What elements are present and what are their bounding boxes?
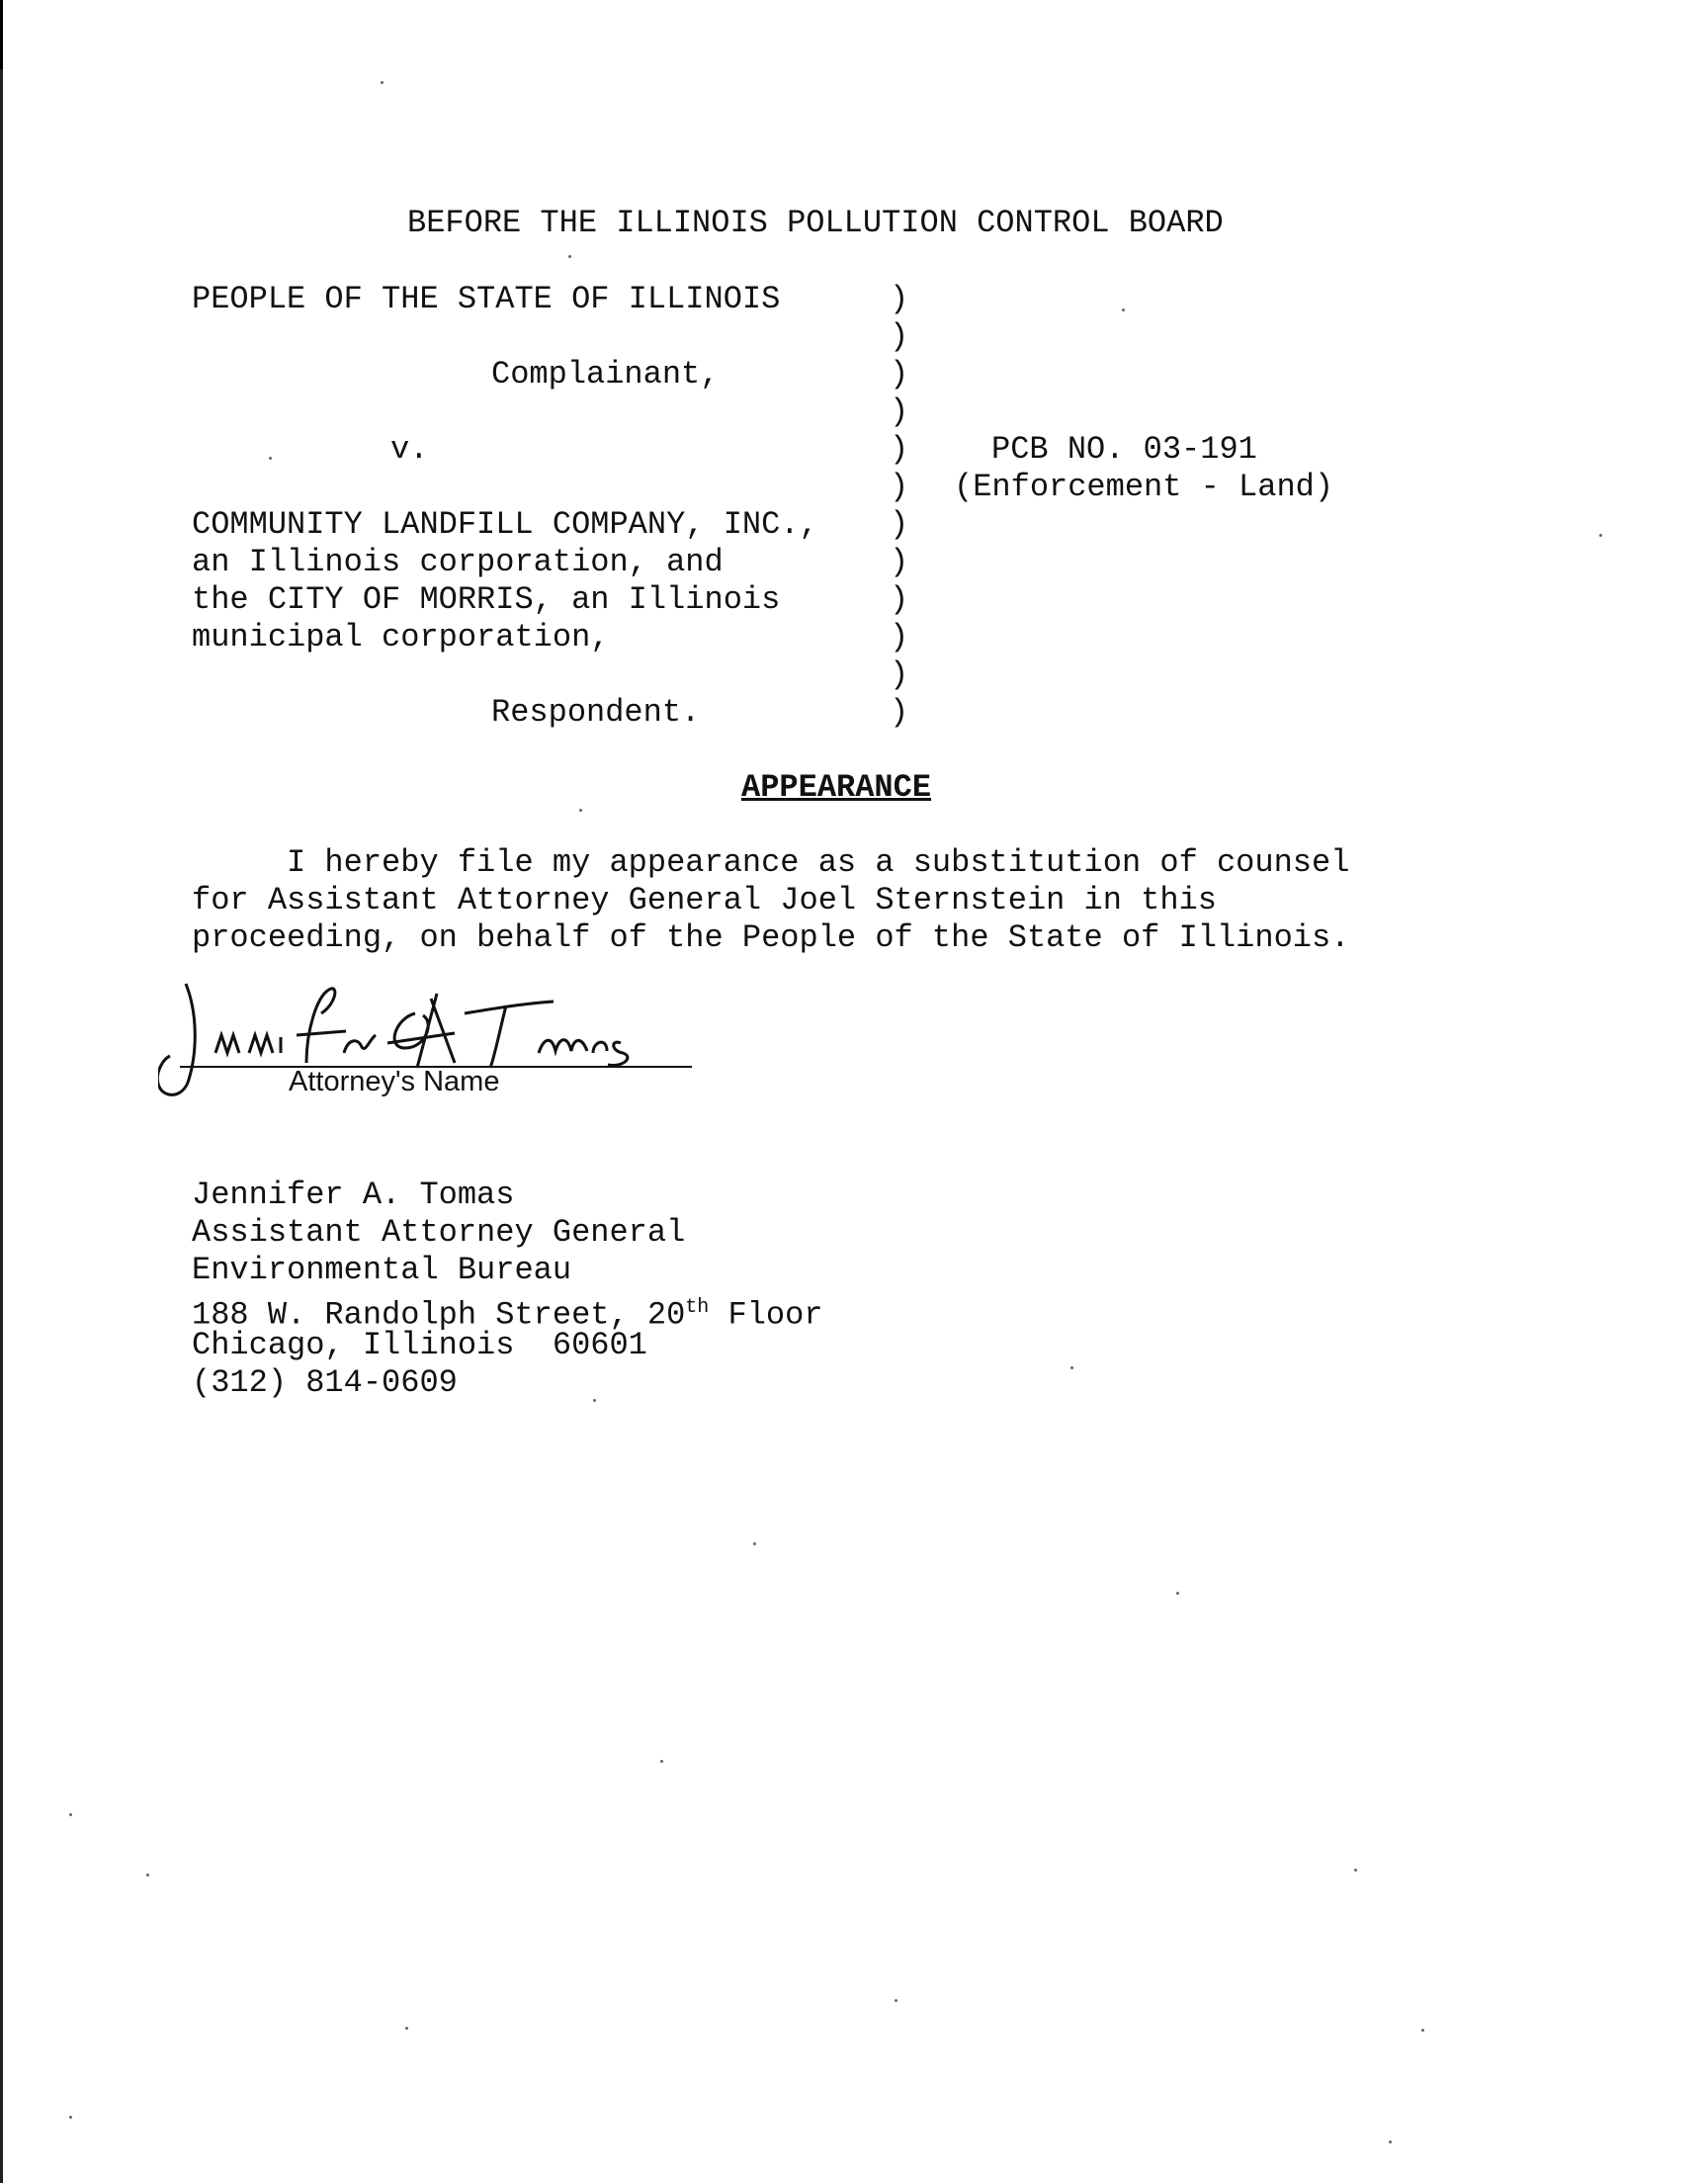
street-suffix: Floor: [709, 1296, 823, 1334]
respondent-line: COMMUNITY LANDFILL COMPANY, INC.,: [192, 506, 818, 543]
scan-speck: [1070, 1366, 1073, 1369]
body-line: I hereby file my appearance as a substitution of counsel: [192, 844, 1350, 881]
caption-paren: ): [890, 318, 909, 355]
caption-paren: ): [890, 393, 909, 430]
contact-phone: (312) 814-0609: [192, 1364, 458, 1401]
body-line: proceeding, on behalf of the People of the State of Illinois.: [192, 919, 1350, 956]
scan-speck: [579, 809, 582, 812]
caption-paren: ): [890, 619, 909, 655]
scan-speck: [69, 1813, 72, 1816]
caption-paren: ): [890, 356, 909, 393]
scan-edge-line: [0, 0, 3, 2183]
street-superscript: th: [685, 1296, 710, 1319]
scan-speck: [895, 1999, 897, 2002]
scan-speck: [753, 1542, 756, 1545]
complainant-role: Complainant,: [491, 356, 720, 393]
scan-speck: [1122, 308, 1125, 311]
scan-speck: [381, 81, 384, 84]
scan-speck: [69, 2116, 72, 2119]
scan-speck: [660, 1760, 663, 1763]
respondent-line: municipal corporation,: [192, 619, 610, 655]
case-number: PCB NO. 03-191: [991, 431, 1257, 468]
scan-edge-mark: [0, 0, 3, 69]
signature-line-label: Attorney's Name: [289, 1066, 500, 1097]
street-prefix: 188 W. Randolph Street, 20: [192, 1296, 686, 1334]
contact-bureau: Environmental Bureau: [192, 1252, 572, 1288]
scan-speck: [405, 2027, 408, 2030]
contact-title: Assistant Attorney General: [192, 1214, 686, 1251]
complainant-party: PEOPLE OF THE STATE OF ILLINOIS: [192, 281, 781, 317]
scan-speck: [1421, 2029, 1424, 2032]
caption-paren: ): [890, 281, 909, 317]
caption-paren: ): [890, 544, 909, 580]
scan-speck: [269, 457, 272, 460]
caption-paren: ): [890, 506, 909, 543]
versus-label: v.: [390, 431, 429, 468]
respondent-line: the CITY OF MORRIS, an Illinois: [192, 581, 781, 618]
contact-city: Chicago, Illinois 60601: [192, 1327, 647, 1363]
caption-paren: ): [890, 694, 909, 731]
respondent-role: Respondent.: [491, 694, 701, 731]
scan-speck: [1176, 1592, 1179, 1595]
body-line: for Assistant Attorney General Joel Sternstein in this: [192, 882, 1217, 918]
scan-speck: [1354, 1869, 1357, 1872]
contact-name: Jennifer A. Tomas: [192, 1177, 515, 1213]
document-title: APPEARANCE: [741, 769, 932, 806]
caption-paren: ): [890, 656, 909, 693]
scan-speck: [1599, 534, 1602, 537]
respondent-line: an Illinois corporation, and: [192, 544, 724, 580]
caption-paren: ): [890, 581, 909, 618]
scan-speck: [568, 255, 571, 258]
caption-paren: ): [890, 431, 909, 468]
scan-speck: [593, 1399, 596, 1402]
scan-speck: [1389, 2140, 1392, 2143]
caption-paren: ): [890, 469, 909, 505]
scan-speck: [146, 1874, 149, 1877]
board-heading: BEFORE THE ILLINOIS POLLUTION CONTROL BOARD: [407, 205, 1224, 241]
case-type: (Enforcement - Land): [954, 469, 1334, 505]
